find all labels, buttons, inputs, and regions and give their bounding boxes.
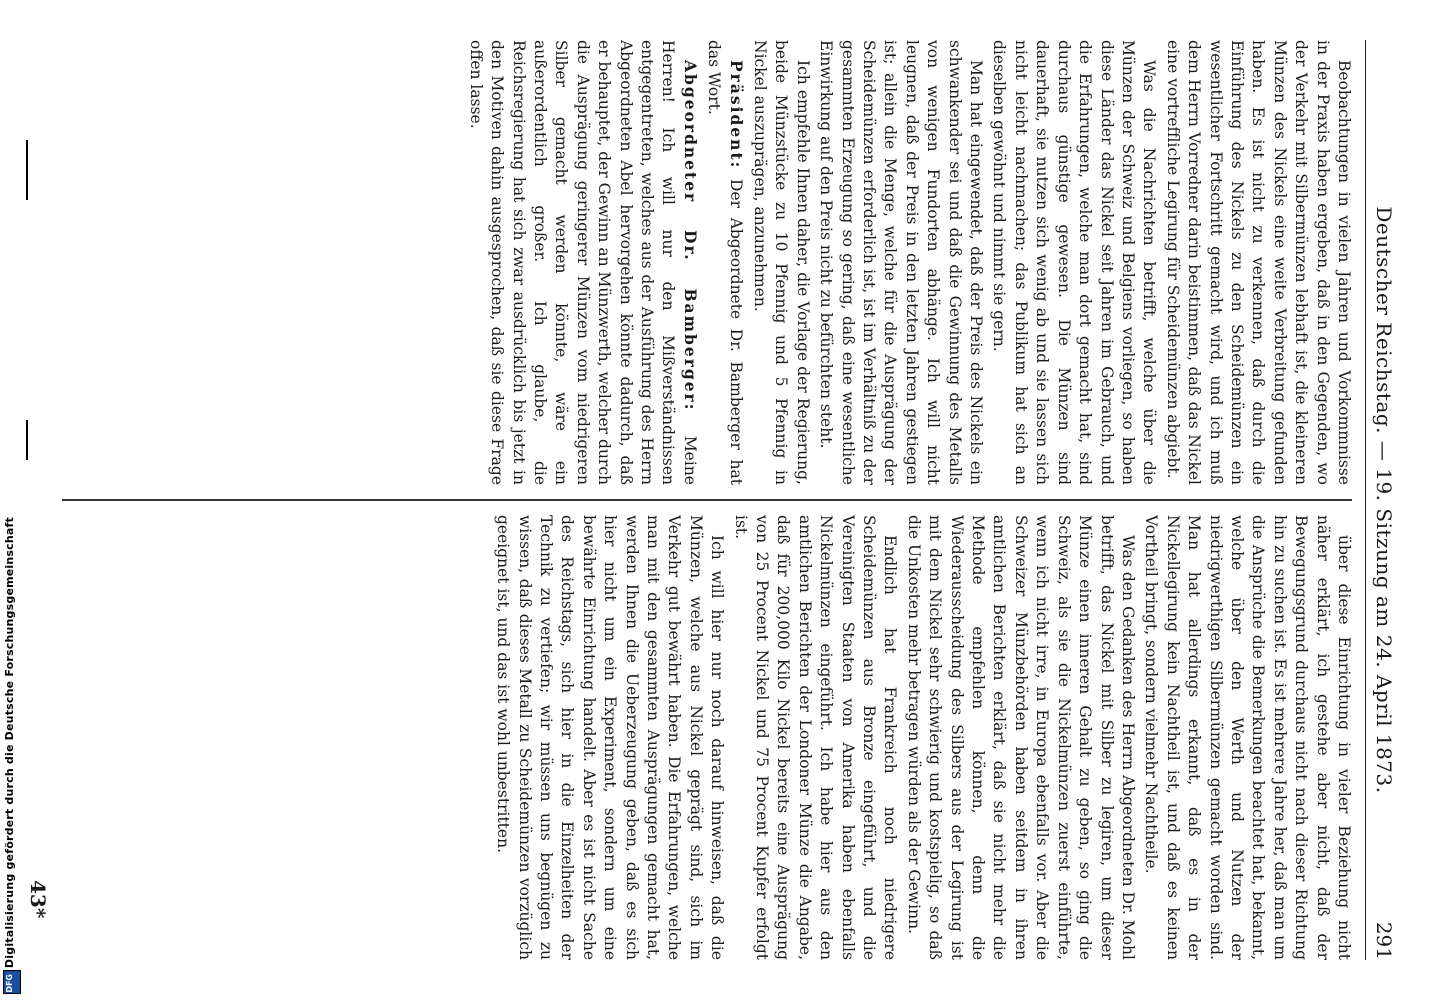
running-head xyxy=(1365,40,1400,960)
scan-edge-mark xyxy=(26,140,28,200)
paragraph: Endlich hat Frankreich noch niedrigere Scheidemünzen aus Bronze eingeführt, und die Vereinigten Staaten von Amerika haben ebenfalls Nickelmünzen eingeführt. Ich habe hier aus den amtlichen Berichten der Londoner Münze die Angabe, daß für 200,000 Kilo Nickel bereits eine Ausprägung von 25 Procent Nickel und 75 Procent Kupfer erfolgt ist. xyxy=(731,515,900,960)
speaker-paragraph xyxy=(464,40,700,485)
sheet-signature: 43* xyxy=(26,880,50,919)
paragraph: Ich will hier nur noch darauf hinweisen, daß die Münzen, welche aus Nickel geprägt sind, sich im Verkehr gut bewährt haben. Die Erfahrungen, welche man mit den gesammten Ausprägungen gemacht hat, werden Ihnen die Ueberzeugung geben, daß es sich hier nicht um ein Experiment, sondern um eine bewährte Einrichtung handelt. Aber es ist nicht Sache des Reichstags, sich hier in die Einzelheiten der Technik zu vertiefen; wir müssen uns begnügen zu wissen, daß dieses Metall zu Scheidemünzen vorzüglich geeignet ist, und das ist wohl unbestritten. xyxy=(494,515,727,960)
president-text: Der Abgeordnete Dr. Bamberger hat das Wort. xyxy=(705,40,745,485)
digitization-credit xyxy=(0,0,22,1000)
page-number: 291 xyxy=(1372,921,1396,960)
text-column-left xyxy=(54,40,1354,485)
paragraph: Man hat eingewendet, daß der Preis des Nickels ein schwankender sei und daß die Gewinnung des Metalls von wenigen Fundorten abhänge. Ich will nicht leugnen, daß der Preis in den letzten Jahren gestiegen ist; allein die Menge, welche für die Ausprägung der Scheidemünzen erforderlich ist, ist im Verhältniß zu der gesammten Erzeugung so gering, daß eine wesentliche Einwirkung auf den Preis nicht zu befürchten steht. xyxy=(817,40,986,485)
paragraph: Was den Gedanken des Herrn Abgeordneten Dr. Mohl betrifft, das Nickel mit Silber zu legiren, um dieser Münze einen inneren Gehalt zu geben, so ging die Schweiz, als sie die Nickelmünzen zuerst einführte, wenn ich nicht irre, in Europa ebenfalls vor. Aber die Schweizer Münzbehörden haben seitdem in ihren amtlichen Berichten erklärt, daß sie nicht mehr die Methode empfehlen können, denn die Wiederausscheidung des Silbers aus der Legirung ist mit dem Nickel sehr schwierig und kostspielig, so daß die Unkosten mehr betragen würden als der Gewinn. xyxy=(904,515,1137,960)
paragraph: Beobachtungen in vielen Jahren und Vorkommnisse in der Praxis haben ergeben, daß in den Gegenden, wo der Verkehr mit Silbermünzen lebhaft ist, die kleineren Münzen des Nickels eine weite Verbreitung gefunden haben. Es ist nicht zu verkennen, daß durch die Einführung des Nickels zu den Scheidemünzen ein wesentlicher Fortschritt gemacht wird, und ich muß dem Herrn Vorredner darin beistimmen, daß das Nickel eine vortreffliche Legirung für Scheidemünzen abgiebt. xyxy=(1163,40,1353,485)
speaker-text: Meine Herren! Ich will nur den Mißverständnissen entgegentreten, welches aus der Ausführung des Herrn Abgeordneten Abel hervorgehen könnte dadurch, daß er behauptet, der Gewinn an Münzwerth, welcher durch die Ausprägung geringerer Münzen vom niedrigeren Silber gemacht werden könnte, wäre ein außerordentlich großer. Ich glaube, die Reichsregierung hat sich zwar ausdrücklich bis jetzt in den Motiven dahin ausgesprochen, daß sie diese Frage offen lasse. xyxy=(466,40,699,485)
logo-text: DFG xyxy=(5,974,14,993)
paragraph: Was die Nachrichten betrifft, welche über die Münzen der Schweiz und Belgiens vorliegen, so haben diese Länder das Nickel seit Jahren im Gebrauch, und die Erfahrungen, welche man dort gemacht hat, sind durchaus günstige gewesen. Die Münzen sind dauerhaft, sie nutzen sich wenig ab und sie lassen sich nicht leicht nachmachen; das Publikum hat sich an dieselben gewöhnt und nimmt sie gern. xyxy=(990,40,1159,485)
paragraph: Ich empfehle Ihnen daher, die Vorlage der Regierung, beide Münzstücke zu 10 Pfennig und 5 Pfennig in Nickel auszuprägen, anzunehmen. xyxy=(751,40,812,485)
credit-text: Digitalisierung gefördert durch die Deutsche Forschungsgemeinschaft xyxy=(3,516,16,968)
speaker-label: Abgeordneter Dr. Bamberger: xyxy=(680,60,700,412)
paragraph: über diese Einrichtung in vieler Beziehung nicht näher erklärt, ich gestehe aber nicht, daß der Bewegungsgrund durchaus nicht nach dieser Richtung hin zu suchen ist. Es ist mehrere Jahre her, daß man um die Ansprüche die Bemerkungen beachtet hat, bekannt, welche über den Werth und Nutzen der niedrigwerthigen Silbermünzen gemacht worden sind. Man hat allerdings erkannt, daß es in der Nickellegirung kein Nachtheil ist, und daß es keinen Vortheil bringt, sondern vielmehr Nachtheile. xyxy=(1142,515,1353,960)
text-column-right xyxy=(54,515,1354,960)
scan-edge-mark xyxy=(26,420,28,460)
president-paragraph xyxy=(703,40,747,485)
president-label: Präsident: xyxy=(726,60,746,170)
page-title: Deutscher Reichstag. — 19. Sitzung am 24. April 1873. xyxy=(1372,206,1396,794)
column-divider xyxy=(62,499,1352,501)
dfg-logo-icon xyxy=(3,970,21,994)
